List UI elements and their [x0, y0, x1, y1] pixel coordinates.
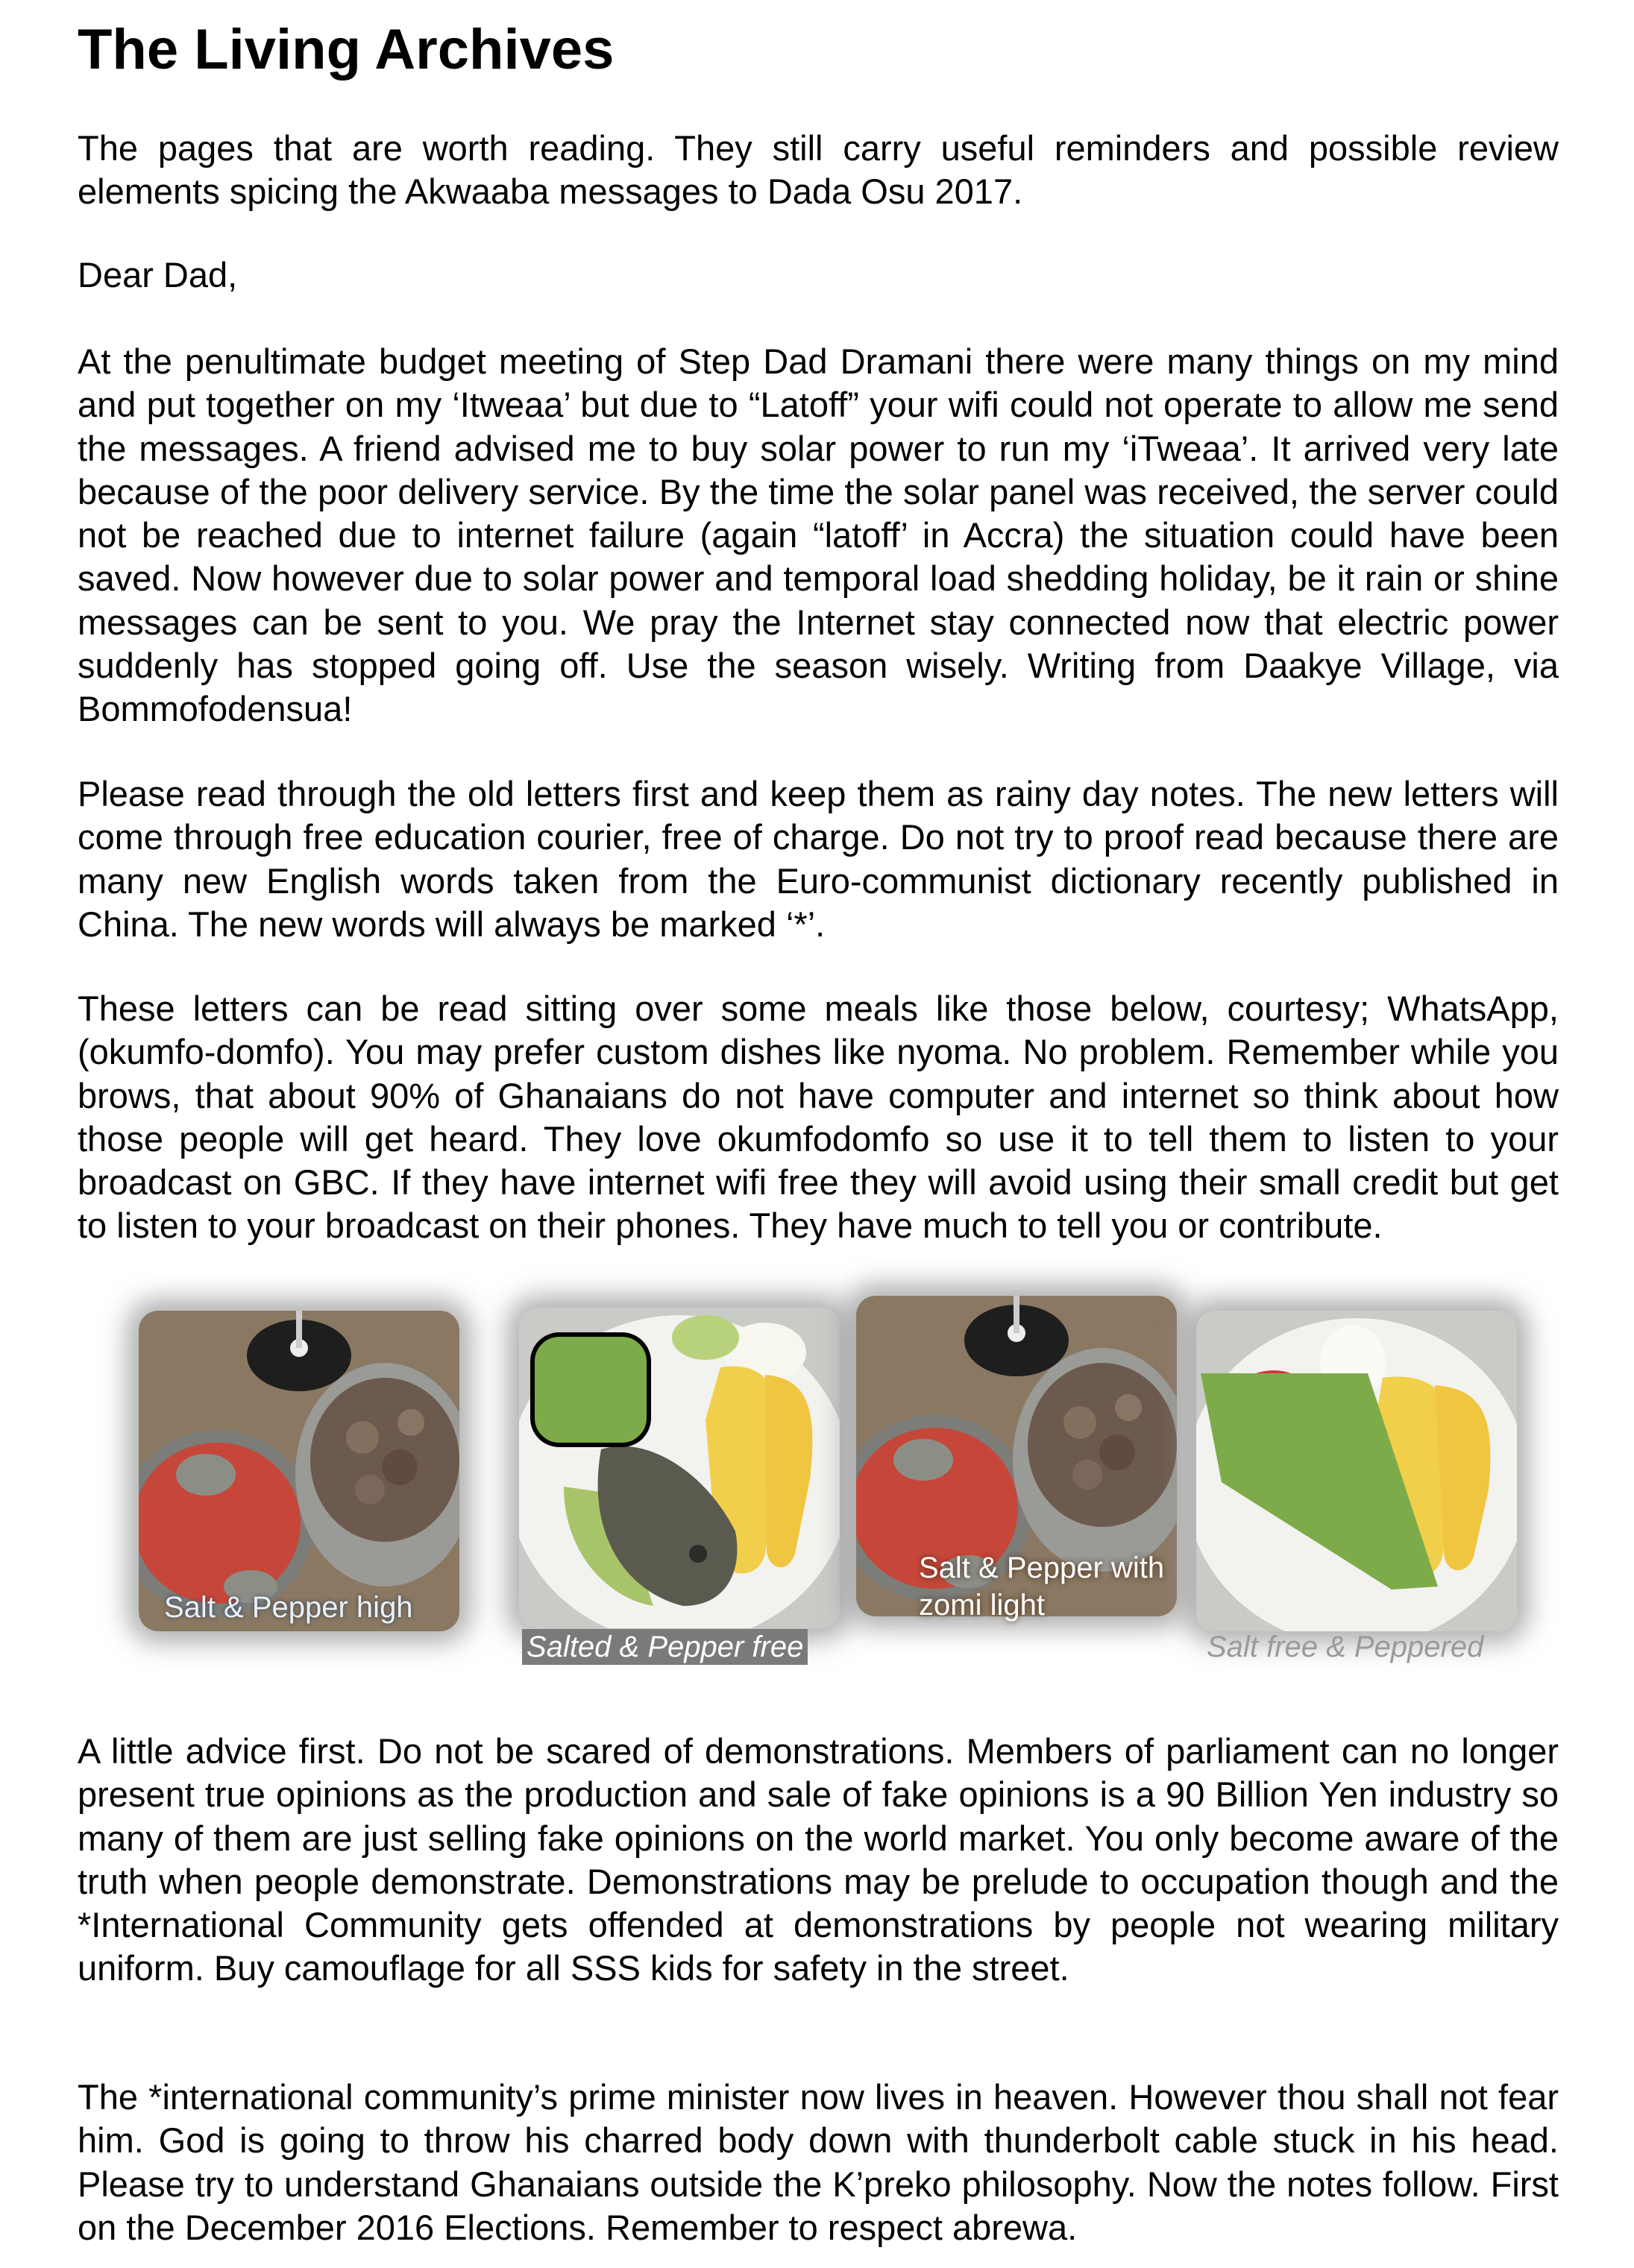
body-paragraph-3: These letters can be read sitting over some meals like those below, courtesy; WhatsApp, (okumfo-domfo). You may prefer custom dishes like nyoma. No problem. Remember while you brows, that about 90% of Ghanaians do not have computer and internet so think about how those people will get heard. They love okumfodomfo so use it to tell them to listen to your broadcast on GBC. If they have internet wifi free they will avoid using their small credit but get to listen to your broadcast on their phones. They have much to tell you or contribute.	[78, 989, 1559, 1246]
salutation: Dear Dad,	[78, 255, 238, 294]
food-image-row	[54, 1296, 1515, 1683]
stew-and-pot-image	[139, 1311, 459, 1631]
food-caption-2: Salted & Pepper free	[522, 1629, 808, 1665]
body-paragraph-4: A little advice first. Do not be scared of demonstrations. Members of parliament can no longer present true opinions as the production and sale of fake opinions is a 90 Billion Yen industry so many of them are just selling fake opinions on the world market. You only become aware of the truth when people demonstrate. Demonstrations may be prelude to occupation though and the *International Community gets offended at demonstrations by people not wearing military uniform. Buy camouflage for all SSS kids for safety in the street.	[78, 1731, 1559, 1988]
fish-plate-image	[519, 1308, 840, 1628]
peppered-plate-image	[1196, 1311, 1517, 1631]
food-photo-4	[1196, 1311, 1517, 1631]
body-paragraph-2: Please read through the old letters first and keep them as rainy day notes. The new letters will come through free education courier, free of charge. Do not try to proof read because there are many new English words taken from the Euro-communist dictionary recently published in China. The new words will always be marked ‘*’.	[78, 774, 1559, 944]
intro-paragraph: The pages that are worth reading. They still carry useful reminders and possible review elements spicing the Akwaaba messages to Dada Osu 2017.	[78, 128, 1559, 212]
food-caption-1: Salt & Pepper high	[164, 1591, 413, 1624]
food-photo-2	[519, 1308, 840, 1628]
body-paragraph-1: At the penultimate budget meeting of Step Dad Dramani there were many things on my mind and put together on my ‘Itweaa’ but due to “Latoff” your wifi could not operate to allow me send the messages. A friend advised me to buy solar power to run my ‘iTweaa’. It arrived very late because of the poor delivery service. By the time the solar panel was received, the server could not be reached due to internet failure (again “latoff’ in Accra) the situation could have been saved. Now however due to solar power and temporal load shedding holiday, be it rain or shine messages can be sent to you. We pray the Internet stay connected now that electric power suddenly has stopped going off. Use the season wisely. Writing from Daakye Village, via Bommofodensua!	[78, 341, 1559, 729]
food-photo-1	[139, 1311, 459, 1631]
document-title: The Living Archives	[78, 18, 615, 81]
food-caption-3: Salt & Pepper with zomi light	[919, 1552, 1165, 1622]
body-paragraph-5: The *international community’s prime minister now lives in heaven. However thou shall not fear him. God is going to throw his charred body down with thunderbolt cable stuck in his head. Please try to understand Ghanaians outside the K’preko philosophy. Now the notes follow. First on the December 2016 Elections. Remember to respect abrewa.	[78, 2077, 1559, 2247]
food-caption-4: Salt free & Peppered	[1207, 1631, 1484, 1663]
